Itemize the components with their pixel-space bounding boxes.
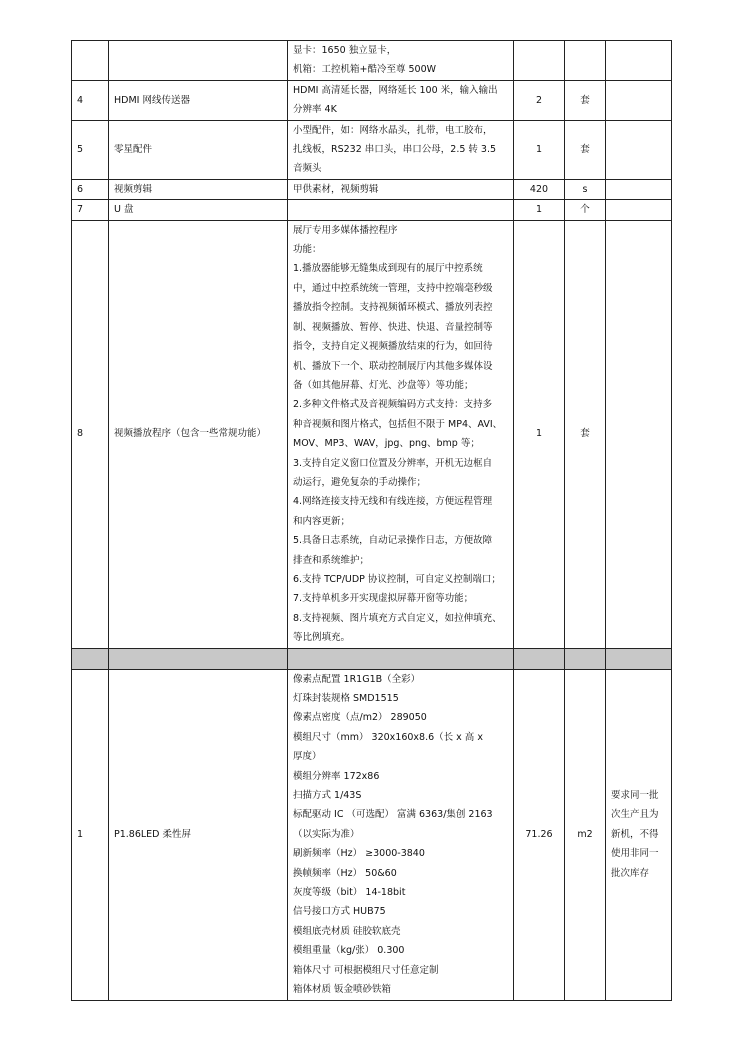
description-line: 1.播放器能够无缝集成到现有的展厅中控系统 <box>293 263 483 275</box>
separator-cell <box>514 648 565 669</box>
item-number: 6 <box>72 179 109 199</box>
equipment-table <box>71 40 672 1001</box>
item-quantity: 420 <box>514 179 565 199</box>
description-line: 排查和系统维护； <box>293 554 370 566</box>
description-line: 模组尺寸（mm） 320x160x8.6（长 x 高 x <box>293 731 483 743</box>
table-row <box>72 80 672 120</box>
item-description <box>288 120 514 179</box>
description-line: 显卡：1650 独立显卡， <box>293 45 397 56</box>
item-description <box>288 669 514 1000</box>
description-line: 6.支持 TCP/UDP 协议控制，可自定义控制端口； <box>293 573 501 585</box>
description-line: 动运行，避免复杂的手动操作； <box>293 476 427 488</box>
description-line: 扫描方式 1/43S <box>293 790 362 802</box>
item-quantity: 1 <box>514 220 565 648</box>
description-line: 2.多种文件格式及音视频编码方式支持：支持多 <box>293 399 493 411</box>
item-number: 8 <box>72 220 109 648</box>
item-number: 1 <box>72 669 109 1000</box>
item-description <box>288 179 514 199</box>
table-row <box>72 669 672 1000</box>
separator-cell <box>565 648 606 669</box>
description-line: 播放指令控制。支持视频循环模式、播放列表控 <box>293 302 493 314</box>
description-line: 展厅专用多媒体播控程序 <box>293 224 398 236</box>
item-note <box>606 41 672 81</box>
description-line: 指令，支持自定义视频播放结束的行为，如回待 <box>293 341 493 353</box>
item-quantity: 1 <box>514 200 565 220</box>
table-row <box>72 120 672 179</box>
item-unit: m2 <box>565 669 606 1000</box>
table-row <box>72 200 672 220</box>
item-note <box>606 80 672 120</box>
item-note: 要求同一批次生产且为新机，不得使用非同一批次库存 <box>606 669 672 1000</box>
item-description <box>288 41 514 81</box>
description-line: 等比例填充。 <box>293 632 351 644</box>
item-quantity: 71.26 <box>514 669 565 1000</box>
description-line: 3.支持自定义窗口位置及分辨率，开机无边框自 <box>293 457 493 469</box>
item-unit: 套 <box>565 220 606 648</box>
description-line: 和内容更新； <box>293 515 351 527</box>
description-line: 换帧频率（Hz） 50&60 <box>293 867 397 879</box>
item-note <box>606 179 672 199</box>
description-line: 模组分辨率 172x86 <box>293 770 380 782</box>
description-line: 制、视频播放、暂停、快进、快退、音量控制等 <box>293 321 493 333</box>
item-number: 4 <box>72 80 109 120</box>
table-row <box>72 41 672 81</box>
description-line: 小型配件，如：网络水晶头，扎带，电工胶布， <box>293 124 493 136</box>
item-description <box>288 80 514 120</box>
item-note <box>606 200 672 220</box>
item-quantity: 2 <box>514 80 565 120</box>
section-separator-row <box>72 648 672 669</box>
description-line: 箱体尺寸 可根据模组尺寸任意定制 <box>293 964 439 976</box>
item-name: U 盘 <box>109 200 288 220</box>
item-unit: s <box>565 179 606 199</box>
description-line: 机箱：工控机箱+酷冷至尊 500W <box>293 64 437 76</box>
description-line: 4.网络连接支持无线和有线连接，方便远程管理 <box>293 496 493 508</box>
item-quantity: 1 <box>514 120 565 179</box>
item-unit: 套 <box>565 120 606 179</box>
description-line: 中，通过中控系统统一管理，支持中控端毫秒级 <box>293 282 493 294</box>
description-line: 标配驱动 IC （可选配） 富满 6363/集创 2163 <box>293 809 493 821</box>
description-line: 7.支持单机多开实现虚拟屏幕开窗等功能； <box>293 593 474 605</box>
description-line: MOV、MP3、WAV，jpg、png、bmp 等； <box>293 438 480 450</box>
item-unit: 套 <box>565 80 606 120</box>
table-row <box>72 179 672 199</box>
description-line: 厚度） <box>293 751 322 763</box>
description-line: （以实际为准） <box>293 828 360 840</box>
item-note <box>606 120 672 179</box>
description-line: 模组底壳材质 硅胶软底壳 <box>293 925 401 937</box>
description-line: 像素点密度（点/m2） 289050 <box>293 712 427 724</box>
separator-cell <box>72 648 109 669</box>
item-unit <box>565 41 606 81</box>
description-line <box>293 200 508 219</box>
description-line: 功能： <box>293 244 322 256</box>
description-line: 8.支持视频、图片填充方式自定义，如拉伸填充、 <box>293 612 502 624</box>
description-line: HDMI 高清延长器，网络延长 100 米，输入输出 <box>293 84 498 96</box>
item-name: HDMI 网线传送器 <box>109 80 288 120</box>
description-line: 灯珠封装规格 SMD1515 <box>293 693 399 704</box>
table-row <box>72 220 672 648</box>
description-line: 灰度等级（bit） 14-18bit <box>293 887 406 899</box>
separator-cell <box>606 648 672 669</box>
item-number: 5 <box>72 120 109 179</box>
item-number: 7 <box>72 200 109 220</box>
description-line: 箱体材质 钣金喷砂铁箱 <box>293 984 392 996</box>
description-line: 备（如其他屏幕、灯光、沙盘等）等功能； <box>293 379 474 391</box>
item-number <box>72 41 109 81</box>
item-unit: 个 <box>565 200 606 220</box>
description-line: 5.具备日志系统，自动记录操作日志，方便故障 <box>293 535 493 547</box>
item-description <box>288 220 514 648</box>
description-line: 机、播放下一个、联动控制展厅内其他多媒体设 <box>293 360 493 372</box>
separator-cell <box>288 648 514 669</box>
description-line: 模组重量（kg/张） 0.300 <box>293 945 405 957</box>
separator-cell <box>109 648 288 669</box>
item-name: 视频剪辑 <box>109 179 288 199</box>
item-name: 视频播放程序（包含一些常规功能） <box>109 220 288 648</box>
item-description <box>288 200 514 220</box>
description-line: 像素点配置 1R1G1B（全彩） <box>293 673 421 685</box>
description-line: 种音视频和图片格式，包括但不限于 MP4、AVI、 <box>293 418 503 430</box>
description-line: 甲供素材，视频剪辑 <box>293 183 379 195</box>
description-line: 信号接口方式 HUB75 <box>293 906 386 918</box>
description-line: 扎线板，RS232 串口头，串口公母，2.5 转 3.5 <box>293 144 497 156</box>
description-line: 刷新频率（Hz） ≥3000-3840 <box>293 848 425 860</box>
description-line: 音频头 <box>293 163 322 175</box>
item-note <box>606 220 672 648</box>
item-name: 零星配件 <box>109 120 288 179</box>
item-name <box>109 41 288 81</box>
item-name: P1.86LED 柔性屏 <box>109 669 288 1000</box>
item-quantity <box>514 41 565 81</box>
description-line: 分辨率 4K <box>293 104 337 116</box>
